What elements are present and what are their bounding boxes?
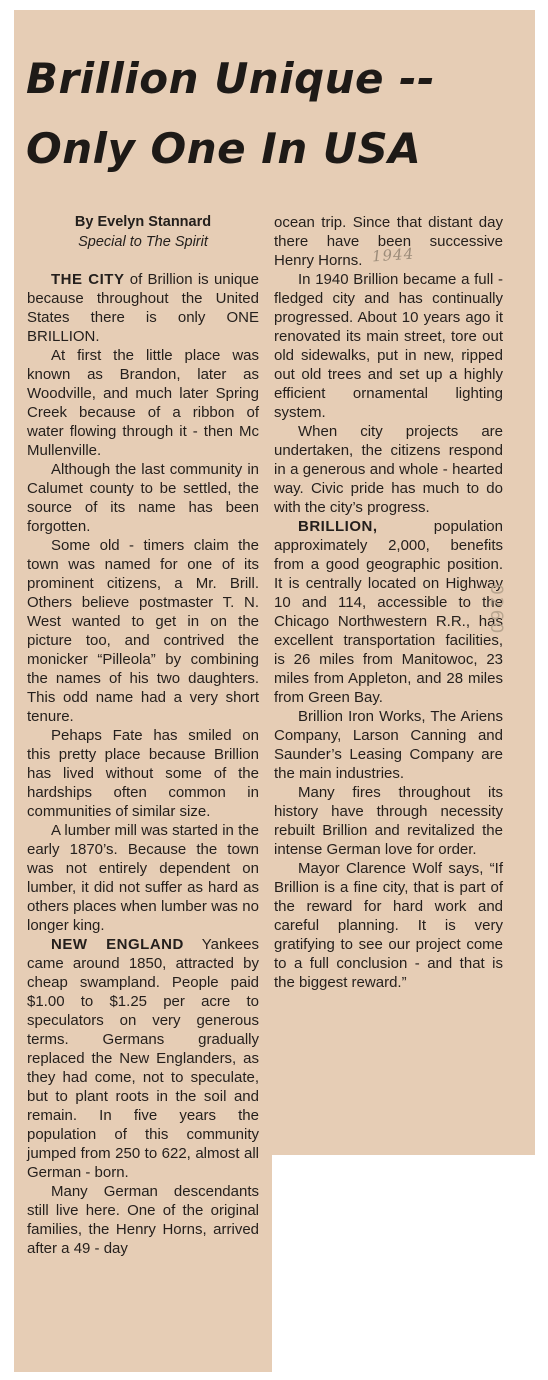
article-column-1	[27, 270, 259, 1258]
paragraph-lead: NEW ENGLAND	[51, 936, 184, 953]
headline-line-1: Brillion Unique --	[26, 54, 436, 103]
author-name: By Evelyn Stannard	[74, 214, 212, 230]
byline	[28, 212, 258, 252]
margin-stamp: 0260	[486, 584, 506, 636]
paragraph	[27, 935, 259, 1182]
paragraph: In 1940 Brillion became a full - fledged city and has continually progressed. About 10 years ago it renovated its main street, tore out old sidewalks, put in new, ripped out old trees and set up a highly efficient ornamental lighting system.	[274, 271, 503, 421]
paragraph: Mayor Clarence Wolf says, “If Brillion is a fine city, that is part of the reward for hard work and careful planning. It is very gratifying to see our project come to a full conclusion - and that is the biggest reward.”	[274, 860, 503, 991]
paragraph-lead: BRILLION,	[298, 518, 378, 535]
paragraph: At first the little place was known as Brandon, later as Woodville, and much later Spring Creek because of a ribbon of water flowing through it - then Mc Mullenville.	[27, 347, 259, 459]
paragraph: Pehaps Fate has smiled on this pretty place because Brillion has lived without some of the hardships often common in communities of similar size.	[27, 727, 259, 820]
paragraph: Some old - timers claim the town was named for one of its prominent citizens, a Mr. Brill. Others believe postmaster T. N. West wanted to get in on the picture too, and contrived the monicker “Pilleola” by combining the names of his two daughters. This odd name had a very short tenure.	[27, 537, 259, 725]
paragraph: Although the last community in Calumet county to be settled, the source of its name has been forgotten.	[27, 461, 259, 535]
paragraph: Many German descendants still live here. One of the original families, the Henry Horns, arrived after a 49 - day	[27, 1183, 259, 1257]
paragraph-text: population approximately 2,000, benefits from a good geographic position. It is centrally located on Highway 10 and 114, accessible to the Chicago Northwestern R.R., has excellent transportation facilities, is 26 miles from Manitowoc, 23 miles from Appleton, and 28 miles from Green Bay.	[274, 518, 503, 706]
article-column-2	[274, 213, 503, 992]
paragraph	[274, 517, 503, 707]
paragraph-text: of Brillion is unique because throughout the United States there is only ONE BRILLION.	[27, 271, 259, 345]
paragraph: When city projects are undertaken, the citizens respond in a generous and whole - hearted way. Civic pride has much to do with the city’s progress.	[274, 423, 503, 516]
paragraph: A lumber mill was started in the early 1870’s. Because the town was not entirely dependent on lumber, it did not suffer as hard as others places when lumber was no longer king.	[27, 822, 259, 934]
paragraph: Brillion Iron Works, The Ariens Company, Larson Canning and Saunder’s Leasing Company are the main industries.	[274, 708, 503, 782]
author-affiliation: Special to The Spirit	[78, 234, 208, 250]
handwritten-year: 1944	[371, 244, 415, 266]
paragraph-continued: ocean trip. Since that distant day there have been successive Henry Horns.	[274, 214, 503, 269]
paragraph: Many fires throughout its history have through necessity rebuilt Brillion and revitalized the intense German love for order.	[274, 784, 503, 858]
headline	[26, 44, 526, 184]
paragraph-lead: THE CITY	[51, 271, 125, 288]
paragraph-text: Yankees came around 1850, attracted by cheap swampland. People paid $1.00 to $1.25 per acre to speculators on very generous terms. Germans gradually replaced the New Englanders, as they had come, not to speculate, but to plant roots in the soil and remain. In five years the population of this community jumped from 250 to 622, almost all German - born.	[27, 936, 259, 1181]
paragraph	[27, 270, 259, 346]
headline-line-2: Only One In USA	[26, 124, 422, 173]
